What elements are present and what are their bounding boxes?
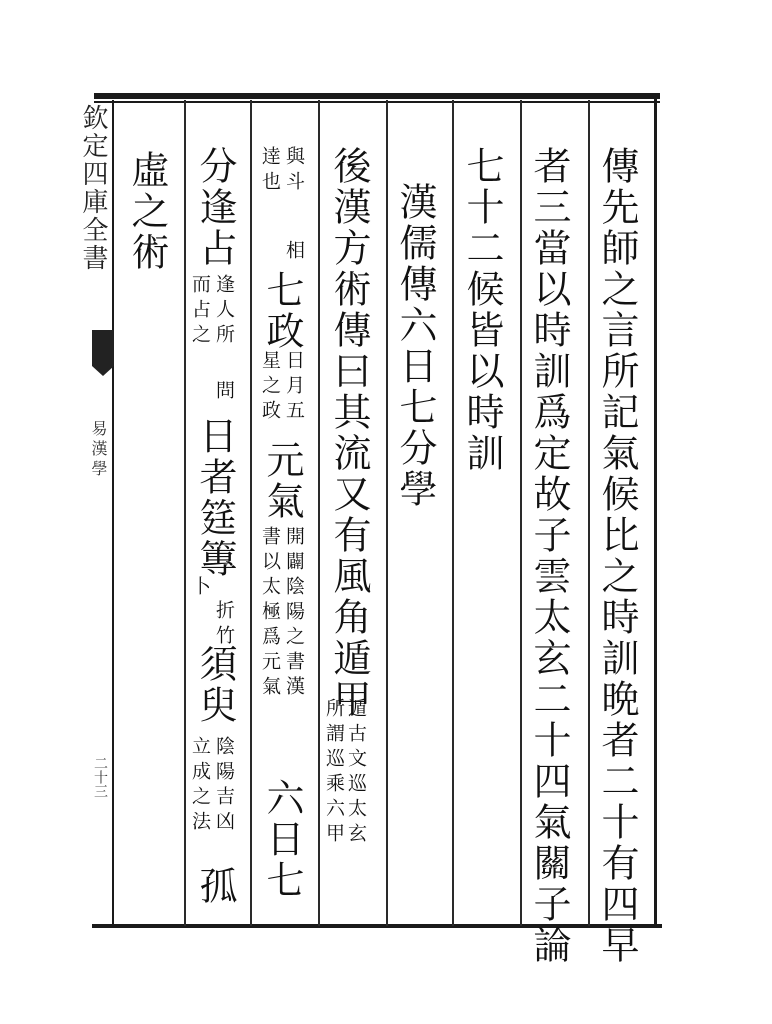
text-column-3: 七十二候皆以時訓	[460, 146, 504, 474]
column-rule	[318, 100, 320, 926]
annotation-left: 逹也	[259, 146, 281, 196]
text-column-7-main-1: 分逢占	[193, 146, 237, 269]
annotation-left: 書以太極爲元氣	[259, 526, 281, 701]
text-column-6-main-2: 元氣	[260, 440, 304, 522]
column-rule	[588, 100, 590, 926]
text-column-7-main-4: 孤	[193, 866, 237, 907]
text-column-1: 傳先師之言所記氣候比之時訓晩者二十有四早	[595, 146, 639, 966]
annotation-right: 開闢陰陽之書漢	[283, 526, 305, 701]
column-rule	[250, 100, 252, 926]
annotation-right: 陰陽吉凶	[213, 736, 235, 836]
annotation-right: 逢人所	[213, 274, 235, 349]
text-column-4: 漢儒傳六日七分學	[393, 182, 437, 510]
frame-top-border	[94, 93, 660, 99]
frame-left-border	[112, 100, 114, 926]
fish-tail-ornament	[92, 330, 114, 366]
text-column-5-main: 後漢方術傳曰其流又有風角遁甲	[327, 146, 371, 720]
book-title: 易漢學	[89, 420, 108, 480]
frame-bottom-border	[92, 924, 662, 928]
column-rule	[386, 100, 388, 926]
annotation-left: 所謂巡乘六甲	[323, 698, 345, 848]
frame-top-inner-border	[94, 101, 660, 103]
column-rule	[520, 100, 522, 926]
annotation-right: 與斗	[283, 146, 305, 196]
annotation-single: 問	[213, 380, 235, 405]
page-number: 二十三	[92, 756, 108, 798]
collection-title: 欽定四庫全書	[78, 104, 108, 272]
annotation-left: 卜	[189, 576, 211, 601]
text-column-6-main-3: 六日七	[260, 778, 304, 901]
text-column-6-main-1: 七政	[260, 270, 304, 352]
annotation-single: 相	[283, 240, 305, 265]
annotation-left: 立成之法	[189, 736, 211, 836]
annotation-left: 星之政	[259, 350, 281, 425]
text-column-7-main-2: 日者筳篿	[193, 416, 237, 580]
annotation-right: 日月五	[283, 350, 305, 425]
annotation-right: 遁古文巡太玄	[345, 698, 367, 848]
text-column-8: 虛之術	[125, 150, 169, 273]
annotation-left: 而占之	[189, 274, 211, 349]
frame-right-border	[654, 95, 657, 925]
annotation-right: 折竹	[213, 600, 235, 650]
text-column-2: 者三當以時訓爲定故子雲太玄二十四氣關子論	[527, 146, 571, 966]
column-rule	[452, 100, 454, 926]
column-rule	[184, 100, 186, 926]
text-column-7-main-3: 須臾	[193, 644, 237, 726]
